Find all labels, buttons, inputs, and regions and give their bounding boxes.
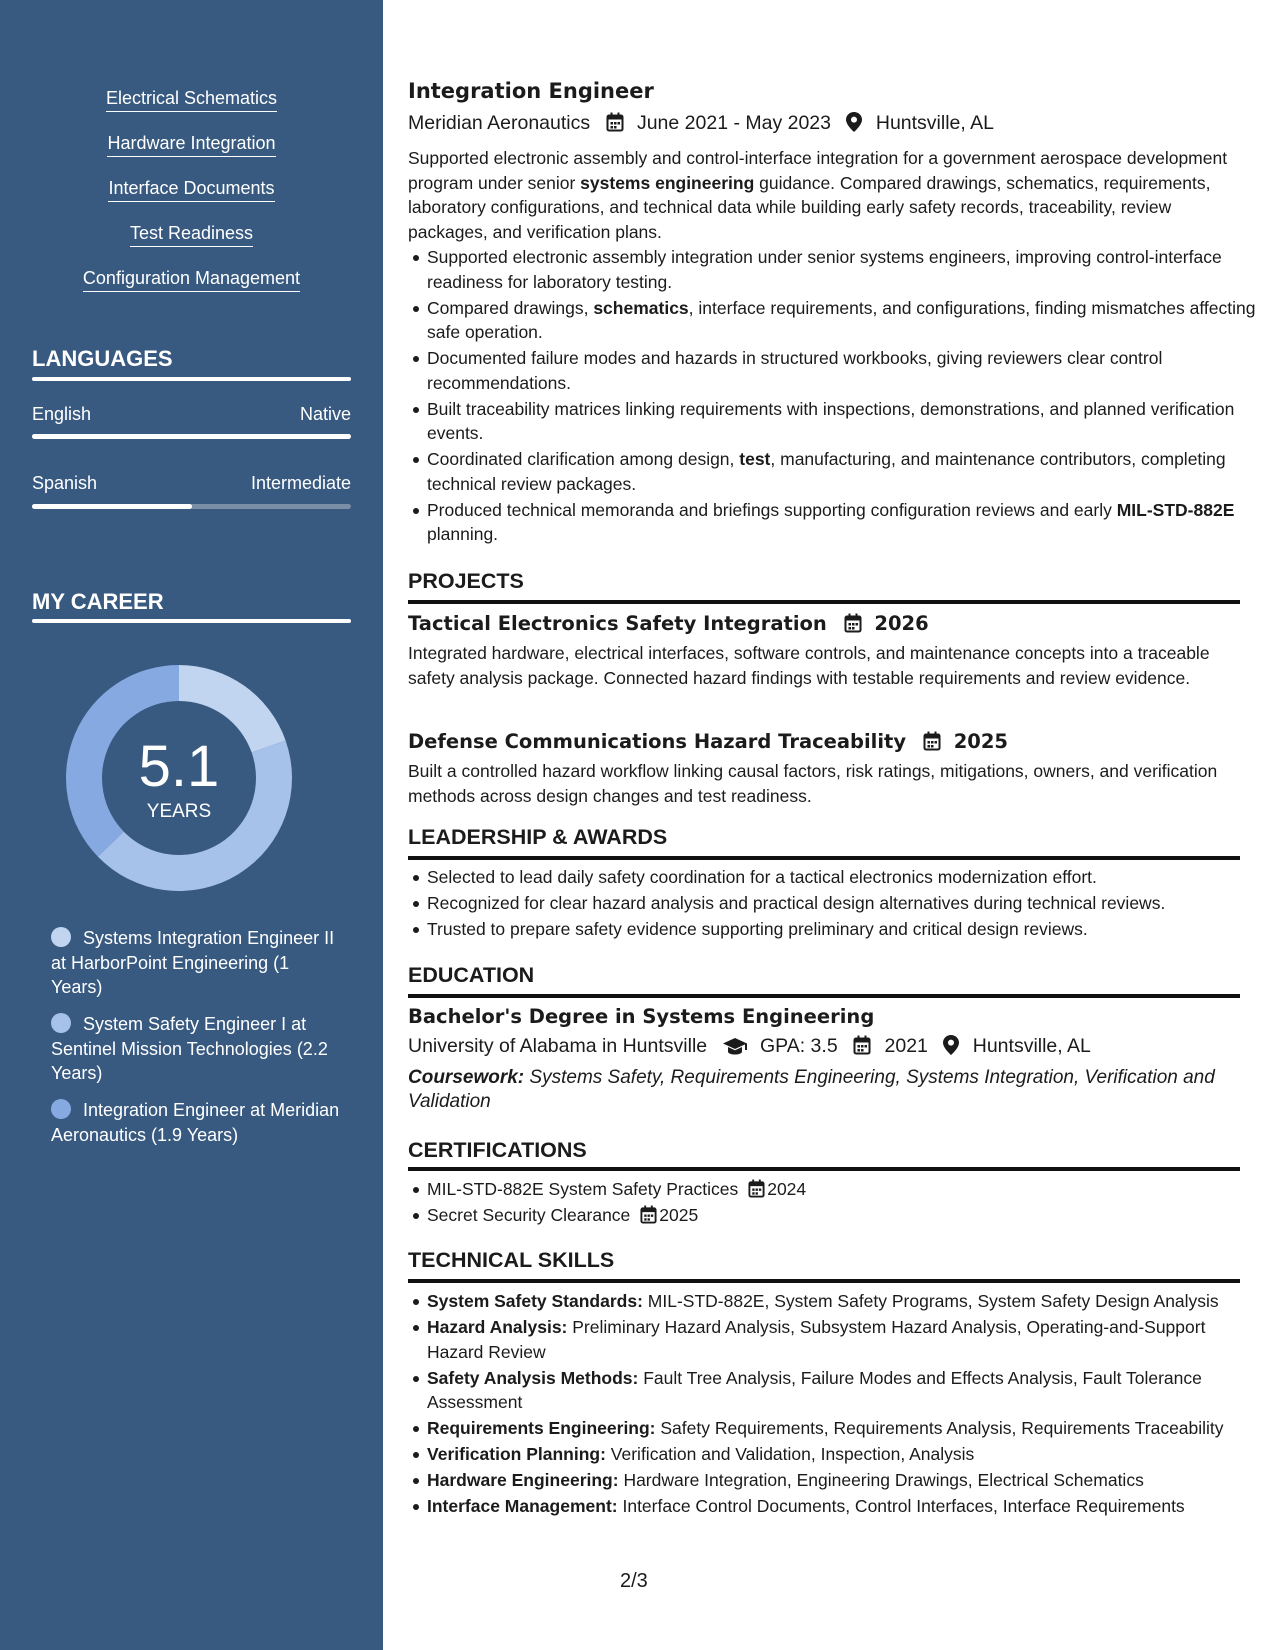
career-rule bbox=[32, 619, 351, 623]
job-dates: June 2021 - May 2023 bbox=[636, 112, 832, 134]
languages-heading: LANGUAGES bbox=[32, 346, 173, 371]
language-name: Spanish bbox=[32, 473, 98, 493]
career-dot-icon bbox=[51, 927, 71, 947]
map-pin-icon bbox=[943, 1035, 959, 1055]
career-unit: YEARS bbox=[146, 801, 212, 822]
skill-item: Electrical Schematics bbox=[0, 88, 383, 109]
skill-item: Configuration Management bbox=[0, 268, 383, 289]
certifications-list bbox=[408, 1177, 1259, 1229]
language-bar bbox=[32, 504, 351, 509]
skill-item: Hardware Integration bbox=[0, 133, 383, 154]
list-item: Hazard Analysis: Preliminary Hazard Analysis, Subsystem Hazard Analysis, Operating-and-Support Hazard Review bbox=[427, 1315, 1259, 1364]
section-rule bbox=[408, 600, 1240, 604]
leadership-list bbox=[408, 865, 1259, 943]
job-location: Huntsville, AL bbox=[875, 112, 995, 134]
job-meta bbox=[408, 112, 994, 135]
list-item: Built traceability matrices linking requirements with inspections, demonstrations, and planned verification events. bbox=[427, 397, 1259, 446]
language-bar-fill bbox=[32, 504, 192, 509]
page-number: 2/3 bbox=[620, 1570, 648, 1592]
section-rule bbox=[408, 856, 1240, 860]
list-item: Produced technical memoranda and briefings supporting configuration reviews and early MIL-STD-882E planning. bbox=[427, 498, 1259, 547]
coursework: Coursework: Systems Safety, Requirements Engineering, Systems Integration, Verification and Validation bbox=[408, 1067, 1215, 1112]
career-total: 5.1 bbox=[138, 734, 220, 799]
school-name: University of Alabama in Huntsville bbox=[408, 1035, 708, 1057]
languages-rule bbox=[32, 377, 351, 381]
calendar-icon bbox=[748, 1179, 765, 1198]
project-description: Integrated hardware, electrical interfaces, software controls, and maintenance concepts into a traceable safety analysis package. Connected hazard findings with testable requirements and review evidence. bbox=[408, 643, 1210, 688]
language-row bbox=[32, 473, 351, 494]
projects-heading: PROJECTS bbox=[408, 569, 524, 593]
language-level: Intermediate bbox=[250, 473, 351, 493]
list-item: Requirements Engineering: Safety Requirements, Requirements Analysis, Requirements Traceability bbox=[427, 1416, 1259, 1441]
language-bar bbox=[32, 434, 351, 439]
career-item: Integration Engineer at Meridian Aeronautics (1.9 Years) bbox=[51, 1100, 340, 1145]
calendar-icon bbox=[853, 1035, 871, 1055]
section-rule bbox=[408, 1167, 1240, 1171]
list-item: Coordinated clarification among design, test, manufacturing, and maintenance contributors, completing technical review packages. bbox=[427, 447, 1259, 496]
list-item: Supported electronic assembly integration under senior systems engineers, improving control-interface readiness for laboratory testing. bbox=[427, 245, 1259, 294]
career-item: Systems Integration Engineer II at HarborPoint Engineering (1 Years) bbox=[51, 928, 335, 997]
career-dot-icon bbox=[51, 1013, 71, 1033]
list-item: Compared drawings, schematics, interface requirements, and configurations, finding mismatches affecting safe operation. bbox=[427, 296, 1259, 345]
career-item: System Safety Engineer I at Sentinel Mission Technologies (2.2 Years) bbox=[51, 1014, 328, 1083]
project-description: Built a controlled hazard workflow linking causal factors, risk ratings, mitigations, owners, and verification methods across design changes and test readiness. bbox=[408, 761, 1218, 806]
list-item: System Safety Standards: MIL-STD-882E, System Safety Programs, System Safety Design Analysis bbox=[427, 1289, 1259, 1314]
calendar-icon bbox=[640, 1205, 657, 1224]
certifications-heading: CERTIFICATIONS bbox=[408, 1138, 587, 1162]
school-location: Huntsville, AL bbox=[972, 1035, 1091, 1057]
language-row bbox=[32, 404, 351, 425]
list-item: Verification Planning: Verification and Validation, Inspection, Analysis bbox=[427, 1442, 1259, 1467]
career-heading: MY CAREER bbox=[32, 589, 164, 614]
job-title: Integration Engineer bbox=[408, 79, 654, 103]
graduation-cap-icon bbox=[723, 1037, 747, 1055]
list-item: Trusted to prepare safety evidence supporting preliminary and critical design reviews. bbox=[427, 917, 1259, 942]
language-bar-fill bbox=[32, 434, 351, 439]
job-summary: Supported electronic assembly and control-interface integration for a government aerospace development program under senior systems engineering guidance. Compared drawings, schematics, requirements, laboratory configurations, and technical data while building early safety records, traceability, review packages, and verification plans. bbox=[408, 148, 1228, 242]
education-meta bbox=[408, 1035, 1091, 1058]
calendar-icon bbox=[923, 731, 941, 751]
list-item: Interface Management: Interface Control Documents, Control Interfaces, Interface Requirements bbox=[427, 1494, 1259, 1519]
language-level: Native bbox=[299, 404, 351, 424]
project-title: Tactical Electronics Safety Integration 2026 bbox=[408, 612, 929, 635]
degree-title: Bachelor's Degree in Systems Engineering bbox=[408, 1005, 875, 1028]
list-item: MIL-STD-882E System Safety Practices 2024 bbox=[427, 1177, 1259, 1202]
technical-skills-list bbox=[408, 1289, 1259, 1520]
career-donut-chart bbox=[66, 665, 292, 891]
company-name: Meridian Aeronautics bbox=[408, 112, 591, 134]
calendar-icon bbox=[844, 613, 862, 633]
project-title: Defense Communications Hazard Traceability 2025 bbox=[408, 730, 1008, 753]
list-item: Selected to lead daily safety coordination for a tactical electronics modernization effort. bbox=[427, 865, 1259, 890]
list-item: Secret Security Clearance 2025 bbox=[427, 1203, 1259, 1228]
education-heading: EDUCATION bbox=[408, 963, 535, 987]
list-item: Recognized for clear hazard analysis and practical design alternatives during technical reviews. bbox=[427, 891, 1259, 916]
list-item: Documented failure modes and hazards in structured workbooks, giving reviewers clear control recommendations. bbox=[427, 346, 1259, 395]
technical-skills-heading: TECHNICAL SKILLS bbox=[408, 1248, 615, 1272]
sidebar bbox=[0, 0, 383, 1650]
calendar-icon bbox=[606, 112, 624, 132]
section-rule bbox=[408, 994, 1240, 998]
map-pin-icon bbox=[846, 112, 862, 132]
skill-item: Test Readiness bbox=[0, 223, 383, 244]
graduation-year: 2021 bbox=[884, 1035, 928, 1057]
gpa: GPA: 3.5 bbox=[759, 1035, 838, 1057]
career-dot-icon bbox=[51, 1099, 71, 1119]
leadership-heading: LEADERSHIP & AWARDS bbox=[408, 825, 668, 849]
language-name: English bbox=[32, 404, 92, 424]
section-rule bbox=[408, 1279, 1240, 1283]
list-item: Safety Analysis Methods: Fault Tree Analysis, Failure Modes and Effects Analysis, Fault Tolerance Assessment bbox=[427, 1366, 1259, 1415]
job-bullets bbox=[408, 245, 1259, 548]
skill-item: Interface Documents bbox=[0, 178, 383, 199]
list-item: Hardware Engineering: Hardware Integration, Engineering Drawings, Electrical Schematics bbox=[427, 1468, 1259, 1493]
